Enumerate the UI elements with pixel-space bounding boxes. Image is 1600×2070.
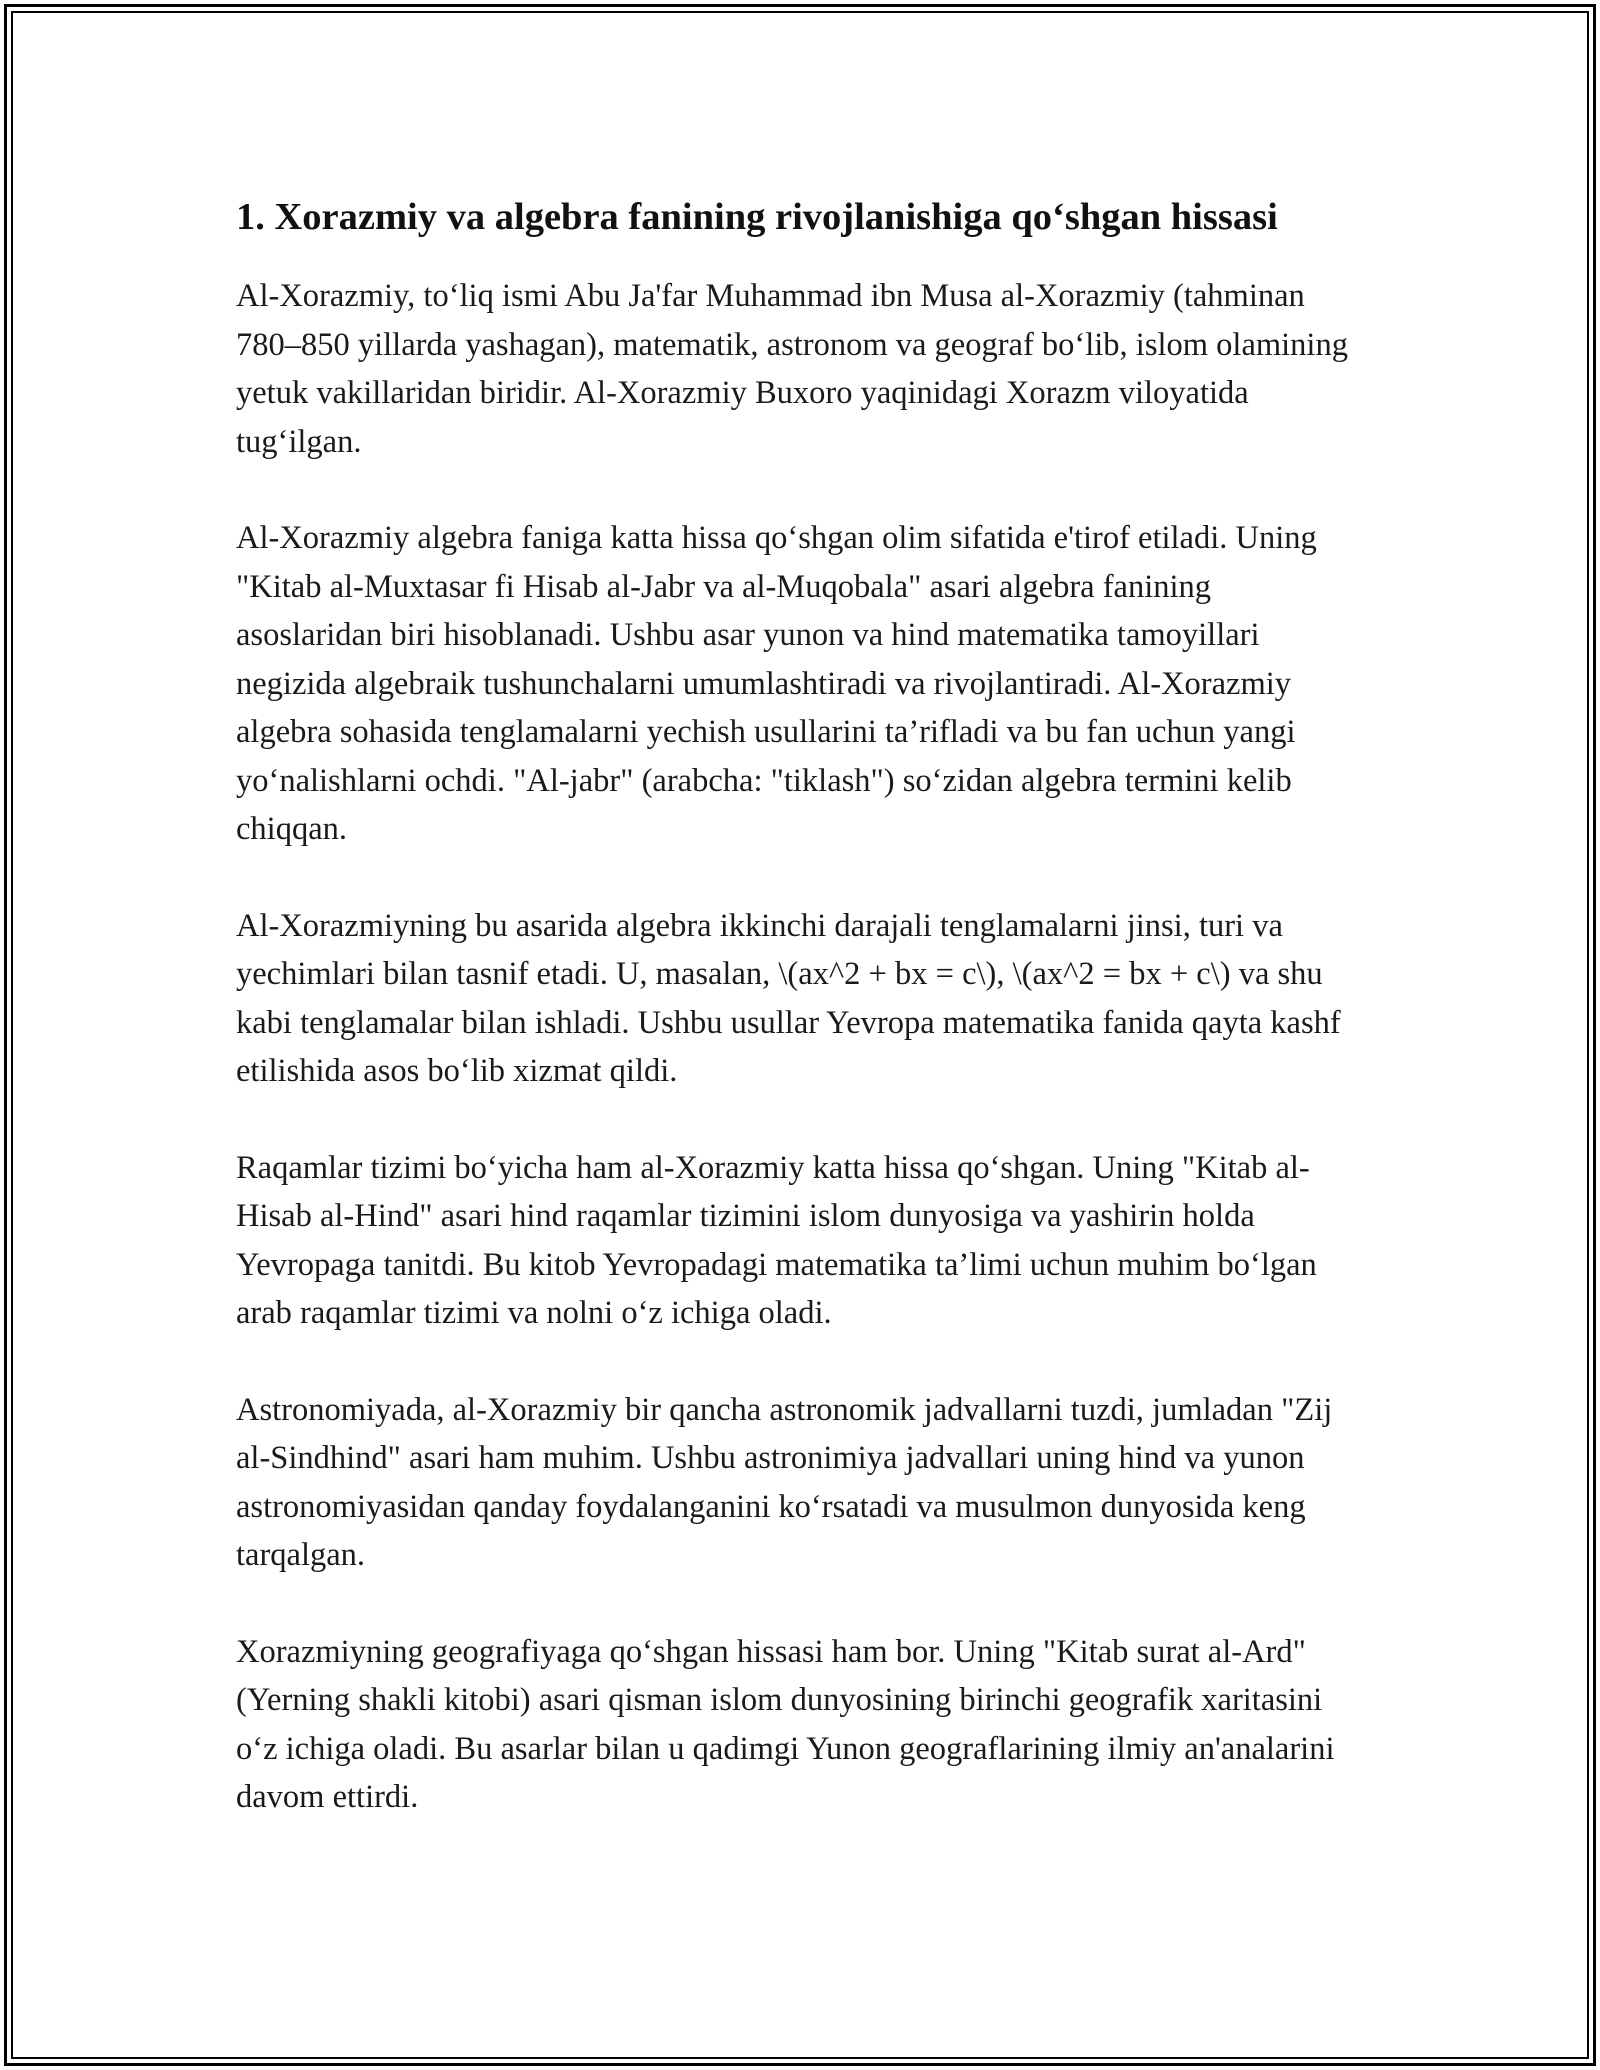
paragraph-algebra-contribution: Al-Xorazmiy algebra faniga katta hissa qo‘shgan olim sifatida e'tirof etiladi. Uning "Kitab al-Muxtasar fi Hisab al-Jabr va al-Muqobala" asari algebra fanining asoslaridan biri hisoblanadi. Ushbu asar yunon va hind matematika tamoyillari negizida algebraik tushunchalarni umumlashtiradi va rivojlantiradi. Al-Xorazmiy algebra sohasida tenglamalarni yechish usullarini ta’rifladi va bu fan uchun yangi yo‘nalishlarni ochdi. "Al-jabr" (arabcha: "tiklash") so‘zidan algebra termini kelib chiqqan. bbox=[236, 520, 1317, 847]
paragraph-biography: Al-Xorazmiy, to‘liq ismi Abu Ja'far Muhammad ibn Musa al-Xorazmiy (tahminan 780–850 yillarda yashagan), matematik, astronom va geograf bo‘lib, islom olamining yetuk vakillaridan biridir. Al-Xorazmiy Buxoro yaqinidagi Xorazm viloyatida tug‘ilgan. bbox=[236, 278, 1348, 460]
document-body bbox=[236, 190, 1364, 1870]
paragraph-numeral-system: Raqamlar tizimi bo‘yicha ham al-Xorazmiy katta hissa qo‘shgan. Uning "Kitab al-Hisab al-Hind" asari hind raqamlar tizimini islom dunyosiga va yashirin holda Yevropaga tanitdi. Bu kitob Yevropadagi matematika ta’limi uchun muhim bo‘lgan arab raqamlar tizimi va nolni o‘z ichiga oladi. bbox=[236, 1149, 1317, 1331]
paragraph-astronomy: Astronomiyada, al-Xorazmiy bir qancha astronomik jadvallarni tuzdi, jumladan "Zij al-Sindhind" asari ham muhim. Ushbu astronimiya jadvallari uning hind va yunon astronomiyasidan qanday foydalanganini ko‘rsatadi va musulmon dunyosida keng tarqalgan. bbox=[236, 1391, 1333, 1573]
paragraph-geography: Xorazmiyning geografiyaga qo‘shgan hissasi ham bor. Uning "Kitab surat al-Ard" (Yerning shakli kitobi) asari qisman islom dunyosining birinchi geografik xaritasini o‘z ichiga oladi. Bu asarlar bilan u qadimgi Yunon geograflarining ilmiy an'analarini davom ettirdi. bbox=[236, 1633, 1335, 1815]
paragraph-quadratic-equations: Al-Xorazmiyning bu asarida algebra ikkinchi darajali tenglamalarni jinsi, turi va yechimlari bilan tasnif etadi. U, masalan, \(ax^2 + bx = c\), \(ax^2 = bx + c\) va shu kabi tenglamalar bilan ishladi. Ushbu usullar Yevropa matematika fanida qayta kashf etilishida asos bo‘lib xizmat qildi. bbox=[236, 907, 1341, 1089]
section-heading: 1. Xorazmiy va algebra fanining rivojlanishiga qo‘shgan hissasi bbox=[236, 196, 1278, 238]
